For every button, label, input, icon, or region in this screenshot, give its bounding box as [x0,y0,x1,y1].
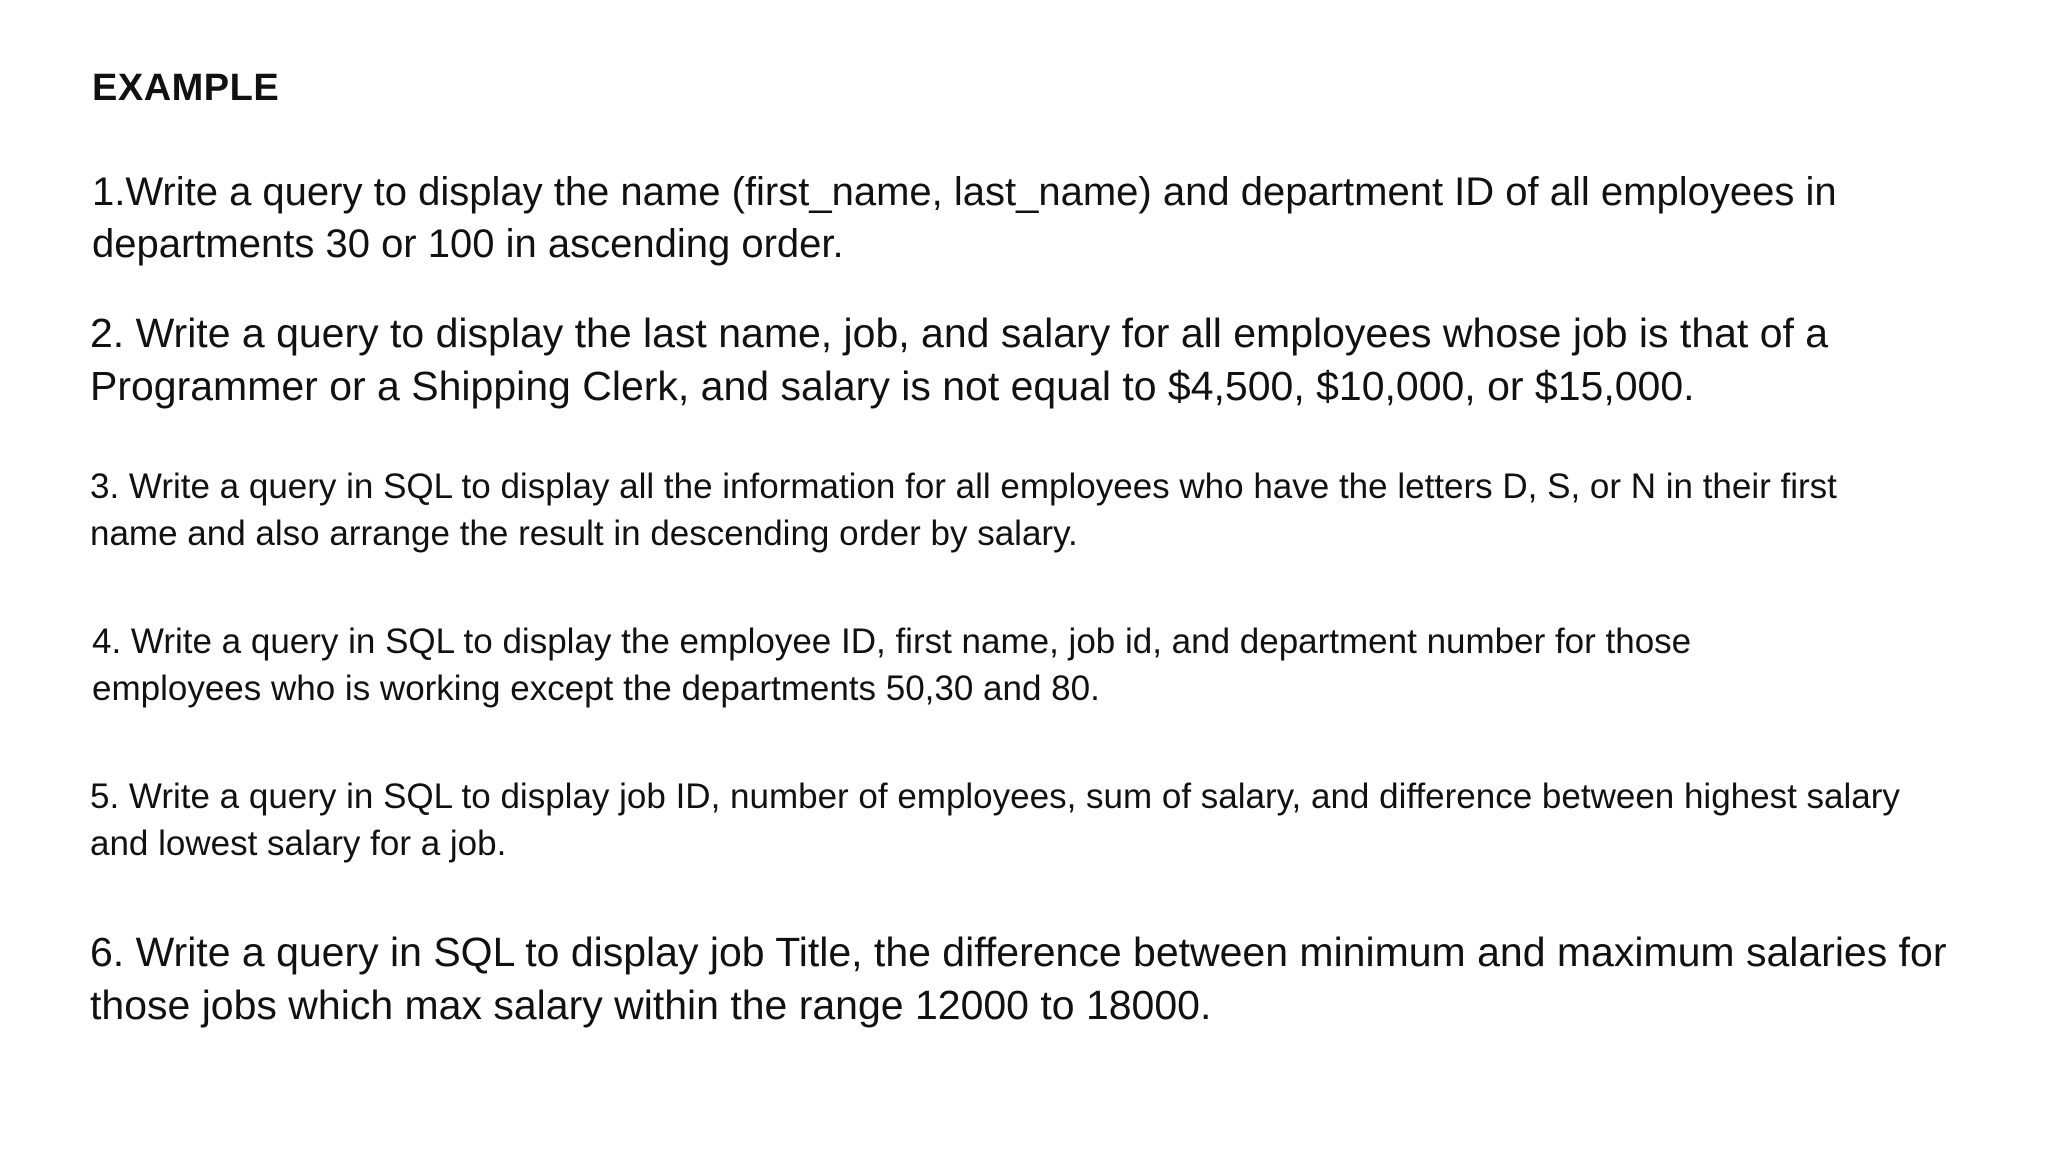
question-6: 6. Write a query in SQL to display job Title, the difference between minimum and maximum salaries for those jobs which max salary within the range 12000 to 18000. [90,929,1947,1028]
question-4: 4. Write a query in SQL to display the employee ID, first name, job id, and department number for those employees who is working except the departments 50,30 and 80. [92,622,1692,708]
question-2: 2. Write a query to display the last name, job, and salary for all employees whose job is that of a Programmer or a Shipping Clerk, and salary is not equal to $4,500, $10,000, or $15,000. [90,310,1829,409]
question-3: 3. Write a query in SQL to display all the information for all employees who have the letters D, S, or N in their first name and also arrange the result in descending order by salary. [90,467,1837,553]
question-5: 5. Write a query in SQL to display job ID, number of employees, sum of salary, and difference between highest salary and lowest salary for a job. [90,777,1900,863]
question-1: 1.Write a query to display the name (first_name, last_name) and department ID of all employees in departments 30 or 100 in ascending order. [92,170,1837,266]
slide-title: EXAMPLE [92,67,280,109]
